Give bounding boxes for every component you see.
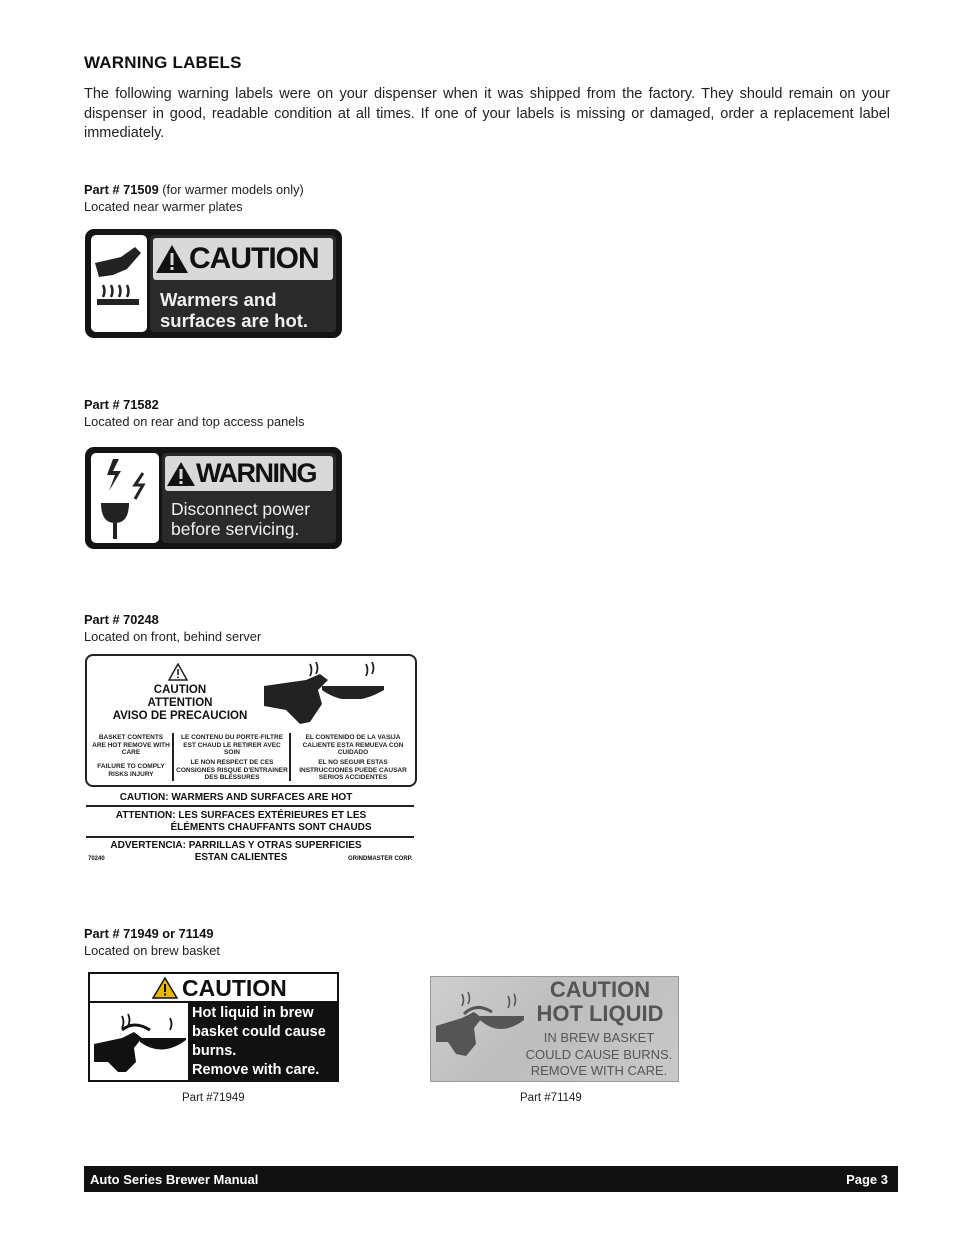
part-number: Part # 71582 <box>84 397 159 412</box>
label-heading: CAUTION <box>189 242 319 275</box>
hand-basket-icon <box>434 988 526 1060</box>
french-line: ÉLÉMENTS CHAUFFANTS SONT CHAUDS <box>170 822 372 833</box>
french-line: ATTENTION: LES SURFACES EXTÉRIEURES ET LES <box>115 810 367 821</box>
part-location: Located near warmer plates <box>84 199 243 214</box>
label-line: basket could cause <box>192 1024 326 1040</box>
label-line: Remove with care. <box>192 1062 320 1078</box>
manufacturer-name: GRINDMASTER CORP. <box>348 856 413 862</box>
english-warning-line: CAUTION: WARMERS AND SURFACES ARE HOT <box>119 792 353 803</box>
label-code: 70240 <box>88 856 105 862</box>
part-70248-info <box>84 611 261 645</box>
part-location: Located on rear and top access panels <box>84 414 305 429</box>
hand-basket-icon <box>262 660 387 726</box>
french-warning-line <box>86 810 396 834</box>
part-71582-info <box>84 396 305 430</box>
page-footer <box>84 1166 898 1192</box>
label-text <box>171 499 310 539</box>
trilingual-heading <box>100 684 260 723</box>
warning-triangle-icon <box>155 243 189 275</box>
electric-plug-icon <box>91 453 159 543</box>
english-text: BASKET CONTENTS ARE HOT REMOVE WITH CARE <box>92 734 170 756</box>
part-number: Part # 71949 or 71149 <box>84 926 214 941</box>
hand-basket-icon <box>92 1010 188 1076</box>
part-number: Part # 71509 <box>84 182 159 197</box>
label-heading: CAUTION <box>549 977 651 1002</box>
english-text: FAILURE TO COMPLY RISKS INJURY <box>97 763 165 778</box>
spanish-line: ADVERTENCIA: PARRILLAS Y OTRAS SUPERFICIES <box>110 840 362 851</box>
label-text <box>160 289 308 331</box>
label-line: COULD CAUSE BURNS. <box>525 1046 673 1062</box>
warning-triangle-icon <box>168 663 188 681</box>
label-line: Disconnect power <box>171 499 311 519</box>
spanish-warning-line <box>86 840 386 864</box>
label-heading: WARNING <box>196 458 316 488</box>
label-subheading: HOT LIQUID <box>536 1001 664 1026</box>
label-line: IN BREW BASKET <box>543 1030 655 1045</box>
warning-triangle-icon <box>166 460 196 488</box>
label-caption: Part #71149 <box>520 1092 582 1104</box>
french-text: LE CONTENU DU PORTE-FILTRE EST CHAUD LE RETIRER AVEC SOIN <box>180 734 284 756</box>
part-location: Located on front, behind server <box>84 629 262 644</box>
intro-paragraph: The following warning labels were on your dispenser when it was shipped from the factory. They should remain on your dispenser in good, readable condition at all times. If one of your labels is missing or damaged, order a replacement label immediately. <box>84 86 890 141</box>
label-line: Hot liquid in brew <box>192 1005 314 1021</box>
part-71509-info <box>84 181 304 215</box>
label-caption: Part #71949 <box>182 1092 245 1104</box>
part-number: Part # 70248 <box>84 612 159 627</box>
part-location: Located on brew basket <box>84 943 220 958</box>
label-line: burns. <box>192 1043 237 1059</box>
warning-triangle-icon <box>152 977 178 999</box>
label-line: surfaces are hot. <box>160 310 309 331</box>
label-text <box>520 1030 678 1080</box>
label-line: Warmers and <box>160 289 277 310</box>
label-line: REMOVE WITH CARE. <box>530 1063 668 1078</box>
spanish-line: ESTAN CALIENTES <box>194 852 288 863</box>
manual-title: Auto Series Brewer Manual <box>90 1171 259 1187</box>
label-text <box>192 1004 326 1080</box>
french-text: LE NON RESPECT DE CES CONSIGNES RISQUE D'ENTRAINER DES BLESSURES <box>176 759 288 781</box>
section-title: WARNING LABELS <box>84 53 242 72</box>
hot-surface-hand-icon <box>91 235 147 332</box>
attention-word: ATTENTION <box>147 697 213 709</box>
part-note: (for warmer models only) <box>162 182 304 197</box>
spanish-text: EL CONTENIDO DE LA VASIJA CALIENTE ESTA REMUEVA CON CUIDADO <box>302 734 404 756</box>
label-heading: CAUTION <box>182 974 287 1001</box>
spanish-text: EL NO SEGUIR ESTAS INSTRUCCIONES PUEDE CAUSAR SERIOS ACCIDENTES <box>299 759 407 781</box>
part-71949-info <box>84 925 220 959</box>
caution-word: CAUTION <box>153 684 207 696</box>
aviso-word: AVISO DE PRECAUCION <box>112 710 248 722</box>
page-number: Page 3 <box>846 1171 888 1187</box>
label-line: before servicing. <box>171 519 300 539</box>
